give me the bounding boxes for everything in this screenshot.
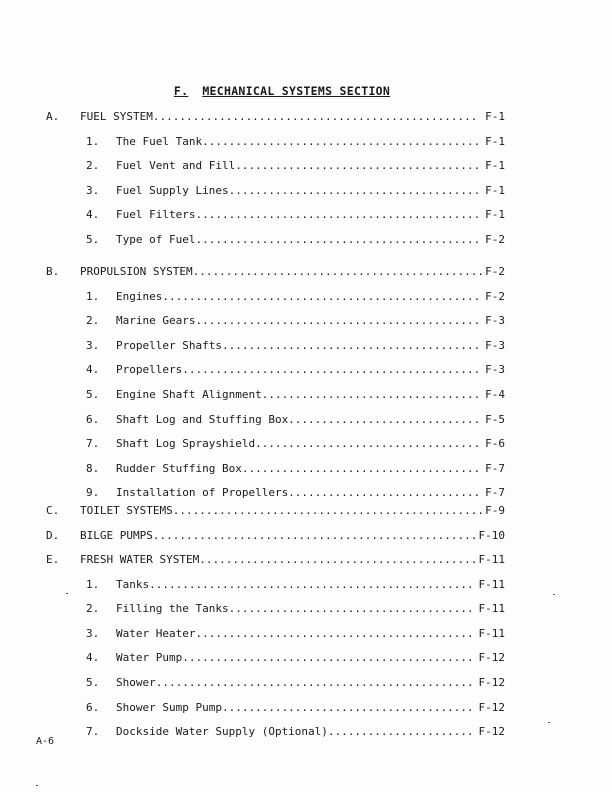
- section-page-number: F-11: [478, 553, 506, 566]
- item-page-number: F-12: [478, 725, 506, 739]
- item-page-number: F-11: [478, 602, 506, 616]
- section-label: FRESH WATER SYSTEM..........................................: [80, 553, 478, 566]
- item-number: 2.: [86, 159, 100, 173]
- item-page-number: F-12: [478, 676, 506, 689]
- item-number: 5.: [86, 233, 100, 246]
- item-number: 8.: [86, 461, 100, 475]
- item-page-number: F-1: [485, 208, 505, 222]
- section-page-number: F-2: [485, 265, 505, 278]
- item-number: 1.: [86, 289, 100, 303]
- item-number: 3.: [86, 626, 100, 640]
- scan-speck: [548, 722, 550, 723]
- section-title-letter: F.: [173, 84, 189, 98]
- item-number: 2.: [86, 314, 100, 328]
- item-label: Rudder Stuffing Box....................................: [116, 461, 481, 475]
- item-label: Propellers.............................................: [116, 363, 481, 377]
- item-number: 3.: [86, 338, 100, 352]
- item-number: 4.: [86, 363, 100, 377]
- item-page-number: F-12: [478, 651, 506, 665]
- item-page-number: F-3: [485, 314, 505, 328]
- scan-speck: [36, 785, 38, 786]
- section-title: [0, 84, 612, 98]
- section-letter: C.: [46, 504, 60, 517]
- item-label: Engines................................................: [116, 289, 481, 303]
- section-letter: D.: [46, 529, 60, 542]
- item-label: Shower................................................: [116, 676, 474, 689]
- item-number: 9.: [86, 486, 100, 500]
- item-label: Fuel Vent and Fill.....................................: [116, 159, 481, 173]
- section-letter: E.: [46, 553, 60, 566]
- item-number: 6.: [86, 412, 100, 426]
- section-letter: A.: [46, 110, 60, 123]
- item-label: Type of Fuel...........................................: [116, 233, 481, 246]
- item-label: Fuel Supply Lines......................................: [116, 183, 481, 197]
- item-page-number: F-1: [485, 183, 505, 197]
- section-page-number: F-10: [478, 529, 506, 542]
- item-label: Engine Shaft Alignment.................................: [116, 388, 481, 401]
- section-page-number: F-9: [485, 504, 505, 517]
- item-label: Dockside Water Supply (Optional)......................: [116, 725, 474, 739]
- item-page-number: F-11: [478, 577, 506, 591]
- item-page-number: F-6: [485, 437, 505, 451]
- item-page-number: F-2: [485, 233, 505, 246]
- item-label: Installation of Propellers.............................: [116, 486, 481, 500]
- section-label: FUEL SYSTEM.................................................: [80, 110, 478, 123]
- section-label: PROPULSION SYSTEM............................................: [80, 265, 484, 278]
- item-number: 4.: [86, 651, 100, 665]
- page-identifier: A-6: [36, 736, 55, 747]
- item-page-number: F-5: [485, 412, 505, 426]
- item-label: The Fuel Tank..........................................: [116, 134, 481, 148]
- item-number: 4.: [86, 208, 100, 222]
- item-page-number: F-4: [485, 388, 505, 401]
- section-page-number: F-1: [485, 110, 505, 123]
- item-label: Shower Sump Pump......................................: [116, 700, 474, 714]
- item-label: Water Pump............................................: [116, 651, 474, 665]
- item-label: Fuel Filters...........................................: [116, 208, 481, 222]
- section-label: TOILET SYSTEMS...............................................: [80, 504, 484, 517]
- item-label: Propeller Shafts.......................................: [116, 338, 481, 352]
- item-page-number: F-7: [485, 461, 505, 475]
- item-label: Filling the Tanks.....................................: [116, 602, 474, 616]
- item-number: 5.: [86, 388, 100, 401]
- item-label: Shaft Log Sprayshield..................................: [116, 437, 481, 451]
- item-number: 1.: [86, 577, 100, 591]
- item-page-number: F-2: [485, 289, 505, 303]
- item-number: 7.: [86, 437, 100, 451]
- item-number: 7.: [86, 725, 100, 739]
- scan-speck: [553, 594, 555, 595]
- item-page-number: F-7: [485, 486, 505, 500]
- item-page-number: F-1: [485, 134, 505, 148]
- item-number: 1.: [86, 134, 100, 148]
- section-title-text: MECHANICAL SYSTEMS SECTION: [202, 84, 391, 98]
- item-label: Shaft Log and Stuffing Box.............................: [116, 412, 481, 426]
- item-page-number: F-3: [485, 363, 505, 377]
- item-page-number: F-12: [478, 700, 506, 714]
- item-page-number: F-1: [485, 159, 505, 173]
- item-page-number: F-3: [485, 338, 505, 352]
- item-number: 3.: [86, 183, 100, 197]
- item-number: 2.: [86, 602, 100, 616]
- section-label: BILGE PUMPS.................................................: [80, 529, 478, 542]
- item-number: 5.: [86, 676, 100, 689]
- section-letter: B.: [46, 265, 60, 278]
- scan-speck: [66, 593, 68, 594]
- item-number: 6.: [86, 700, 100, 714]
- item-label: Marine Gears...........................................: [116, 314, 481, 328]
- item-page-number: F-11: [478, 626, 506, 640]
- item-label: Water Heater..........................................: [116, 626, 474, 640]
- item-label: Tanks.................................................: [116, 577, 474, 591]
